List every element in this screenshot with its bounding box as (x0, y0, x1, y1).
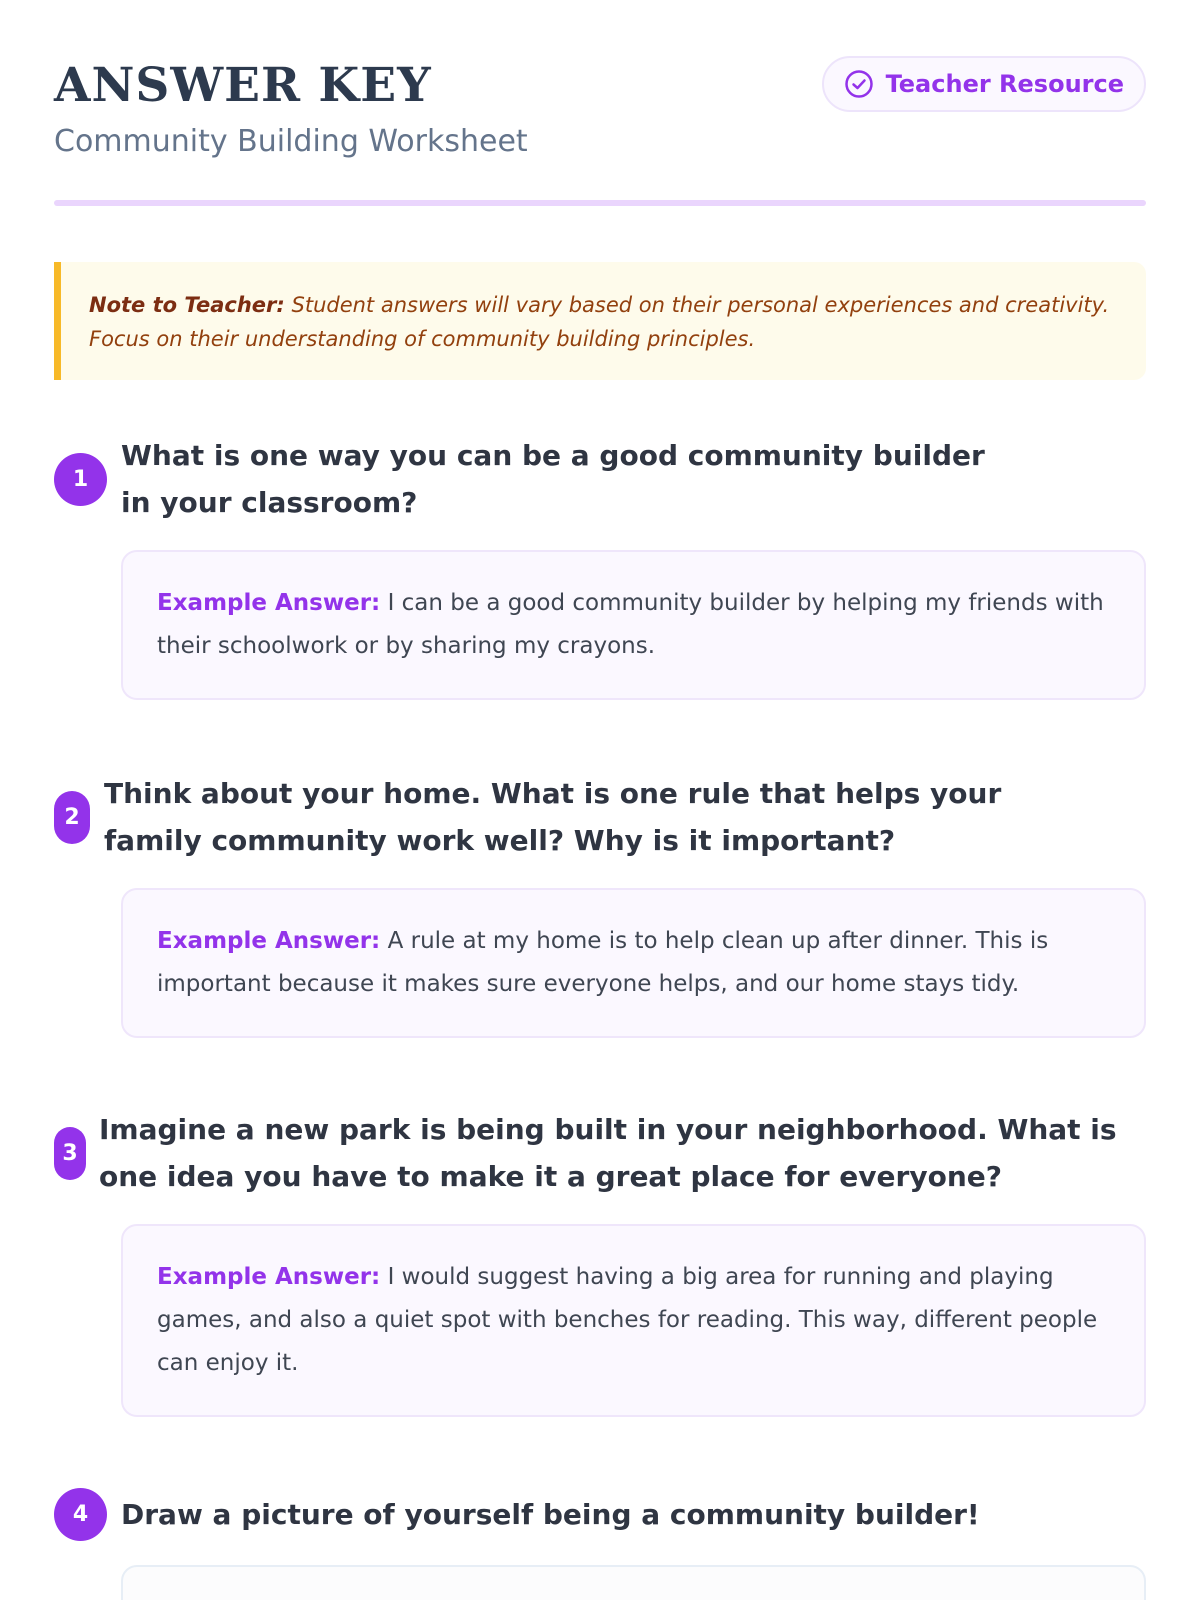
page-subtitle: Community Building Worksheet (54, 124, 528, 159)
drawing-area[interactable] (121, 1565, 1146, 1600)
question-2 (54, 770, 1146, 1038)
answer-text: A rule at my home is to help clean up after dinner. This is important because it makes sure everyone helps, and our home stays tidy. (157, 928, 1049, 997)
answer-text: I can be a good community builder by helping my friends with their schoolwork or by sharing my crayons. (157, 590, 1104, 659)
answer-box (121, 1224, 1146, 1417)
header-divider (54, 200, 1146, 206)
question-number-badge: 2 (54, 791, 90, 844)
answer-label: Example Answer: (157, 928, 381, 954)
answer-text: I would suggest having a big area for running and playing games, and also a quiet spot with benches for reading. This way, different people can enjoy it. (157, 1264, 1098, 1376)
question-4 (54, 1488, 1146, 1600)
question-3 (54, 1106, 1146, 1417)
note-text: Student answers will vary based on their personal experiences and creativity. Focus on their understanding of community building principles. (89, 293, 1110, 351)
question-number-badge: 3 (54, 1127, 86, 1180)
question-number-badge: 4 (54, 1488, 107, 1541)
page-header (54, 56, 1146, 206)
check-circle-icon (844, 69, 874, 99)
answer-box (121, 888, 1146, 1038)
question-text: What is one way you can be a good community builder in your classroom? (121, 439, 985, 519)
teacher-resource-badge (822, 56, 1146, 112)
question-text: Draw a picture of yourself being a community builder! (121, 1498, 980, 1531)
question-text: Imagine a new park is being built in your neighborhood. What is one idea you have to make it a great place for everyone? (99, 1113, 1117, 1193)
question-header (54, 432, 1146, 526)
teacher-note (54, 262, 1146, 380)
badge-label: Teacher Resource (885, 70, 1124, 98)
question-1 (54, 432, 1146, 700)
question-number-badge: 1 (54, 453, 107, 506)
page-title: ANSWER KEY (54, 58, 432, 113)
question-header (54, 1488, 1146, 1541)
question-text: Think about your home. What is one rule that helps your family community work well? Why is it important? (104, 777, 1002, 857)
note-label: Note to Teacher: (89, 293, 285, 317)
answer-box (121, 550, 1146, 700)
answer-label: Example Answer: (157, 590, 381, 616)
answer-label: Example Answer: (157, 1264, 381, 1290)
question-header (54, 770, 1146, 864)
question-header (54, 1106, 1146, 1200)
